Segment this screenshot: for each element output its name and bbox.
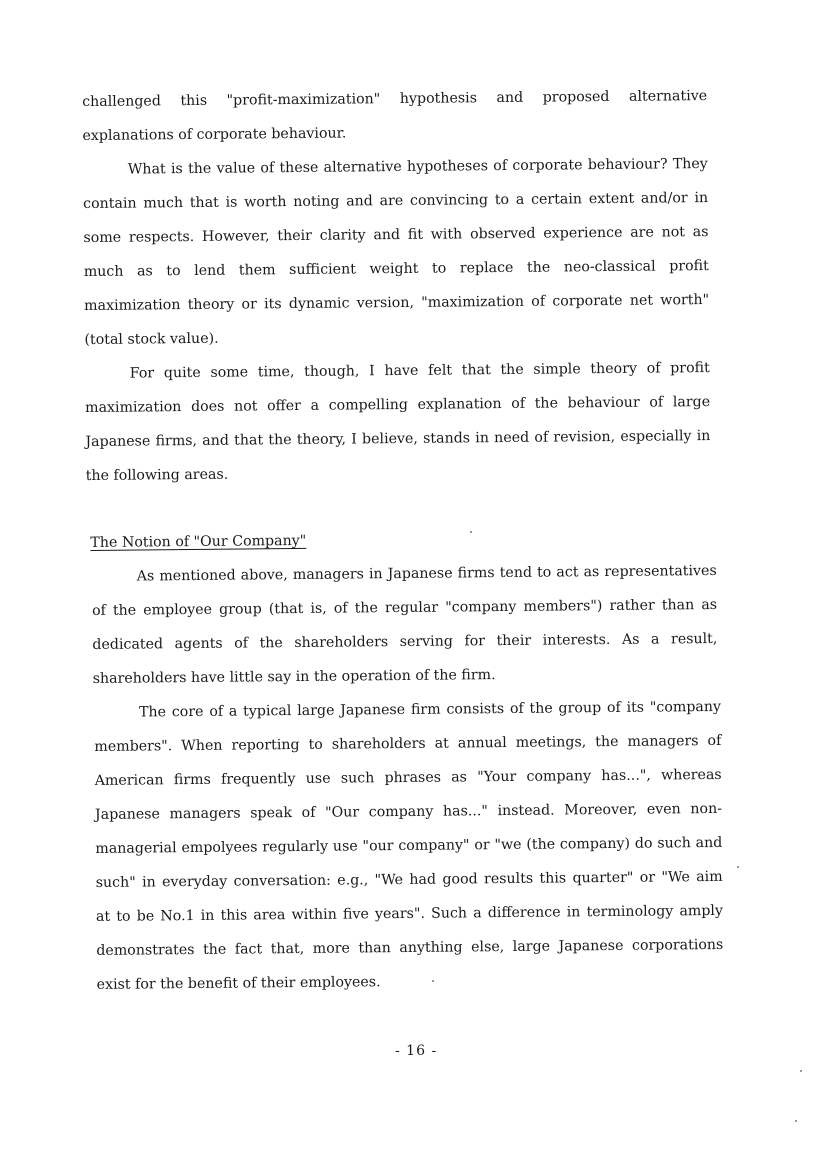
paragraph-5-line-9: exist for the benefit of their employees. bbox=[96, 974, 381, 993]
scan-speck bbox=[470, 531, 472, 533]
paragraph-4-line-2: of the employee group (that is, of the regular "company members") rather than as bbox=[91, 596, 718, 619]
paragraph-1-line-2: explanations of corporate behaviour. bbox=[82, 125, 347, 145]
paragraph-5-line-7: at to be No.1 in this area within five years". Such a difference in terminology amply bbox=[95, 902, 724, 925]
paragraph-2-line-6: (total stock value). bbox=[84, 330, 219, 349]
paragraph-3-line-1: For quite some time, though, I have felt that the simple theory of profit bbox=[129, 360, 710, 382]
paragraph-2-line-4: much as to lend them sufficient weight to replace the neo-classical profit bbox=[83, 258, 709, 281]
paragraph-5-line-4: Japanese managers speak of "Our company has..." instead. Moreover, even non- bbox=[94, 800, 723, 823]
paragraph-5-line-8: demonstrates the fact that, more than anything else, large Japanese corporations bbox=[96, 936, 724, 959]
paragraph-5-line-6: such" in everyday conversation: e.g., "We had good results this quarter" or "We aim bbox=[95, 868, 723, 891]
paragraph-5-line-2: members". When reporting to shareholders at annual meetings, the managers of bbox=[94, 732, 722, 755]
scan-speck bbox=[800, 1070, 802, 1072]
paragraph-2-line-3: some respects. However, their clarity and fit with observed experience are not as bbox=[83, 224, 709, 247]
scan-speck bbox=[795, 1120, 797, 1122]
scan-speck bbox=[737, 866, 739, 868]
paragraph-2-line-5: maximization theory or its dynamic version, "maximization of corporate net worth" bbox=[84, 292, 710, 315]
paragraph-1-line-1: challenged this "profit-maximization" hypothesis and proposed alternative bbox=[82, 88, 708, 111]
paragraph-4-line-4: shareholders have little say in the operation of the firm. bbox=[92, 667, 496, 687]
paragraph-2-line-2: contain much that is worth noting and are convincing to a certain extent and/or in bbox=[83, 190, 709, 213]
paragraph-4-line-3: dedicated agents of the shareholders serving for their interests. As a result, bbox=[92, 630, 718, 653]
page-number: - 16 - bbox=[395, 1043, 438, 1059]
paragraph-2-line-1: What is the value of these alternative hypotheses of corporate behaviour? They bbox=[127, 156, 708, 178]
paragraph-5-line-1: The core of a typical large Japanese firm consists of the group of its "company bbox=[138, 698, 722, 721]
paragraph-4-line-1: As mentioned above, managers in Japanese firms tend to act as representatives bbox=[136, 562, 717, 585]
section-heading: The Notion of "Our Company" bbox=[90, 532, 307, 551]
paragraph-3-line-4: the following areas. bbox=[85, 466, 229, 485]
paragraph-3-line-3: Japanese firms, and that the theory, I believe, stands in need of revision, especially in bbox=[85, 428, 711, 451]
scan-speck bbox=[432, 980, 434, 982]
paragraph-3-line-2: maximization does not offer a compelling explanation of the behaviour of large bbox=[85, 394, 711, 417]
paragraph-5-line-3: American firms frequently use such phrases as "Your company has...", whereas bbox=[94, 766, 722, 789]
paragraph-5-line-5: managerial empolyees regularly use "our company" or "we (the company) do such and bbox=[95, 834, 723, 857]
